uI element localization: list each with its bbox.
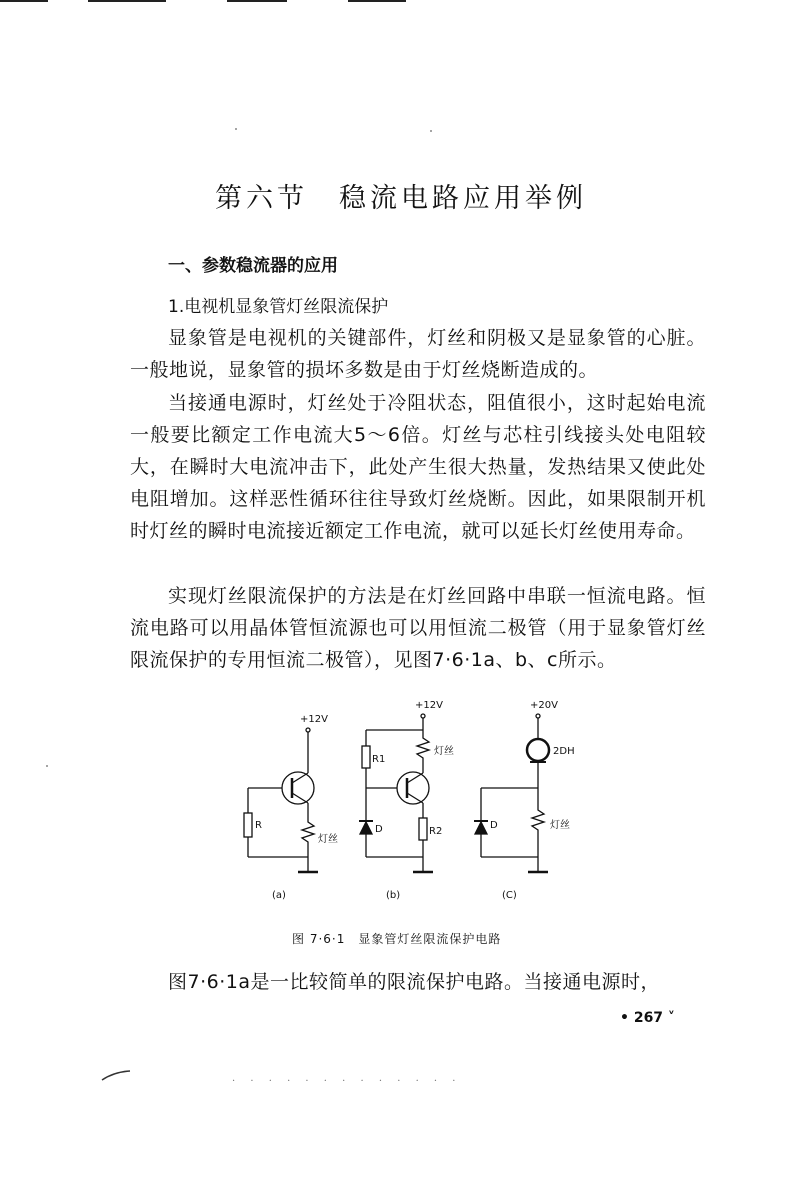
paragraph: 图7·6·1a是一比较简单的限流保护电路。当接通电源时， [168, 971, 660, 993]
top-rule-1 [0, 0, 48, 2]
paragraph: 显象管是电视机的关键部件，灯丝和阴极又是显象管的心脏。一般地说，显象管的损坏多数是由于灯丝烧断造成的。 [130, 327, 706, 381]
diode-label-b: D [375, 824, 383, 835]
pen-mark [100, 1068, 140, 1084]
speck [46, 765, 48, 767]
paragraph: 当接通电源时，灯丝处于冷阻状态，阻值很小，这时起始电流一般要比额定工作电流大5～6倍。灯丝与芯柱引线接头处电阻较大，在瞬时大电流冲击下，此处产生很大热量，发热结果又使此处电阻增加。这样恶性循环往往导致灯丝烧断。因此，如果限制开机时灯丝的瞬时电流接近额定工作电流，就可以延长灯丝使用寿命。 [130, 392, 706, 542]
circuit-label-c: (C) [502, 890, 517, 901]
circuit-figure [230, 700, 610, 910]
filament-label-b: 灯丝 [434, 746, 454, 757]
diode-label-c: D [490, 820, 498, 831]
resistor-label-a: R [255, 820, 262, 831]
top-rule-2 [88, 0, 166, 2]
circuit-c [474, 700, 575, 901]
top-rule-3 [227, 0, 287, 2]
top-rule-4 [348, 0, 406, 2]
circuit-label-a: (a) [272, 890, 286, 901]
supply-label-b: +12V [415, 700, 443, 711]
crd-label-c: 2DH [553, 746, 575, 757]
bleed-through-dots: · · · · · · · · · · · · · [232, 1076, 462, 1087]
speck [430, 130, 432, 132]
circuit-label-b: (b) [386, 890, 401, 901]
r1-label-b: R1 [372, 754, 386, 765]
circuit-a [244, 714, 338, 901]
filament-label-a: 灯丝 [318, 834, 338, 845]
section-title: 第六节 稳流电路应用举例 [215, 183, 587, 214]
circuit-b [359, 700, 454, 901]
supply-label-a: +12V [300, 714, 328, 725]
supply-label-c: +20V [530, 700, 558, 711]
speck [235, 128, 237, 130]
page-number: • 267 ˅ [620, 1010, 675, 1026]
figure-caption: 图 7·6·1 显象管灯丝限流保护电路 [292, 932, 502, 946]
heading-level-1: 一、参数稳流器的应用 [168, 256, 338, 276]
paragraph: 实现灯丝限流保护的方法是在灯丝回路中串联一恒流电路。恒流电路可以用晶体管恒流源也可以用恒流二极管（用于显象管灯丝限流保护的专用恒流二极管），见图7·6·1a、b、c所示。 [130, 585, 706, 671]
filament-label-c: 灯丝 [550, 820, 570, 831]
heading-level-2: 1.电视机显象管灯丝限流保护 [168, 297, 389, 317]
r2-label-b: R2 [429, 826, 443, 837]
